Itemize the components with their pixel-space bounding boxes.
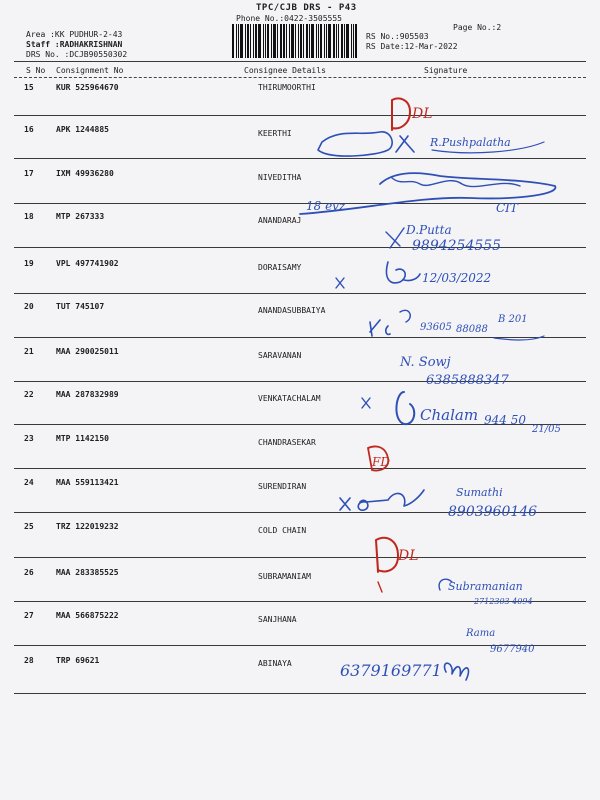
red-dl-mark xyxy=(392,99,433,131)
handwriting-r21a: N. Sowj xyxy=(400,355,451,370)
area-label: Area :KK PUDHUR-2-43 xyxy=(26,30,123,39)
signature-row-22 xyxy=(362,392,561,435)
column-header-sno: S No xyxy=(26,66,46,75)
handwriting-r26b: 2712303 4094 xyxy=(474,597,533,606)
handwriting-r20c: B 201 xyxy=(498,314,528,325)
red-dl-text-2: DL xyxy=(398,548,419,564)
row-consignee: COLD CHAIN xyxy=(258,526,307,535)
signature-row-16 xyxy=(318,132,544,156)
handwriting-r24a: Sumathi xyxy=(456,486,503,499)
handwriting-r22c: 21/05 xyxy=(532,424,561,435)
row-sno: 17 xyxy=(24,169,34,178)
handwriting-r26a: Subramanian xyxy=(448,580,523,593)
row-sno: 22 xyxy=(24,390,34,399)
handwriting-r21b: 6385888347 xyxy=(426,373,509,388)
red-dl-text: DL xyxy=(412,106,433,122)
handwriting-r18a: 18 evz xyxy=(306,199,346,213)
row-sno: 27 xyxy=(24,611,34,620)
handwriting-r22a: Chalam xyxy=(420,406,479,424)
row-consignment: MTP 1142150 xyxy=(56,434,109,443)
handwriting-r19: 12/03/2022 xyxy=(422,271,492,285)
red-dl-mark-2 xyxy=(376,538,419,592)
row-consignee: CHANDRASEKAR xyxy=(258,438,316,447)
row-consignee: SARAVANAN xyxy=(258,351,302,360)
row-sno: 16 xyxy=(24,125,34,134)
row-consignment: VPL 497741902 xyxy=(56,259,119,268)
row-consignment: MAA 290025011 xyxy=(56,347,119,356)
row-sno: 19 xyxy=(24,259,34,268)
row-sno: 21 xyxy=(24,347,34,356)
row-sno: 15 xyxy=(24,83,34,92)
row-consignee: THIRUMOORTHI xyxy=(258,83,316,92)
row-consignment: MTP 267333 xyxy=(56,212,105,221)
row-consignment: TRP 69621 xyxy=(56,656,100,665)
row-consignment: MAA 566875222 xyxy=(56,611,119,620)
row-consignee: VENKATACHALAM xyxy=(258,394,321,403)
column-header-consignee: Consignee Details xyxy=(244,66,326,75)
row-consignee: NIVEDITHA xyxy=(258,173,302,182)
row-consignment: MAA 559113421 xyxy=(56,478,119,487)
handwriting-r20a: 93605 xyxy=(420,322,452,333)
handwriting-r27a: Rama xyxy=(466,628,496,639)
row-consignment: MAA 287832989 xyxy=(56,390,119,399)
row-consignee: KEERTHI xyxy=(258,129,292,138)
row-consignment: APK 1244885 xyxy=(56,125,109,134)
drs-number: DRS No. :DCJB90550302 xyxy=(26,50,128,59)
phone-number: Phone No.:0422-3505555 xyxy=(236,14,342,23)
row-sno: 23 xyxy=(24,434,34,443)
column-header-signature: Signature xyxy=(424,66,468,75)
red-fd-text: FD xyxy=(372,455,390,469)
row-consignee: ABINAYA xyxy=(258,659,292,668)
document-title: TPC/CJB DRS - P43 xyxy=(256,3,357,13)
handwriting-r20b: 88088 xyxy=(456,324,488,335)
handwriting-r18c: D.Putta xyxy=(406,223,452,237)
row-consignment: KUR 525964670 xyxy=(56,83,119,92)
column-header-consignment: Consignment No xyxy=(56,66,124,75)
staff-label: Staff :RADHAKRISHNAN xyxy=(26,40,123,49)
handwriting-r16: R.Pushpalatha xyxy=(430,136,511,149)
signature-row-21 xyxy=(399,355,509,388)
row-sno: 20 xyxy=(24,302,34,311)
row-consignment: MAA 283385525 xyxy=(56,568,119,577)
row-consignee: ANANDASUBBAIYA xyxy=(258,306,326,315)
page-number: Page No.:2 xyxy=(453,23,502,32)
row-consignee: SANJHANA xyxy=(258,615,297,624)
rs-number: RS No.:905503 xyxy=(366,32,429,41)
signature-row-20 xyxy=(370,310,544,340)
handwriting-r24b: 8903960146 xyxy=(448,504,538,520)
row-consignee: SURENDIRAN xyxy=(258,482,307,491)
handwriting-r27b: 9677940 xyxy=(490,644,535,655)
signature-row-26 xyxy=(439,579,532,606)
signature-row-19 xyxy=(336,262,491,288)
row-sno: 28 xyxy=(24,656,34,665)
handwriting-r18d: 9894254555 xyxy=(412,238,502,254)
row-sno: 18 xyxy=(24,212,34,221)
row-consignment: TRZ 122019232 xyxy=(56,522,119,531)
row-consignee: SUBRAMANIAM xyxy=(258,572,311,581)
row-sno: 24 xyxy=(24,478,34,487)
row-consignee: ANANDARAJ xyxy=(258,216,302,225)
row-consignment: IXM 49936280 xyxy=(56,169,114,178)
signature-row-18 xyxy=(306,199,519,254)
red-fd-mark xyxy=(368,446,390,470)
row-sno: 26 xyxy=(24,568,34,577)
signature-row-24 xyxy=(340,486,537,520)
rs-date: RS Date:12-Mar-2022 xyxy=(366,42,458,51)
row-sno: 25 xyxy=(24,522,34,531)
handwriting-r22b: 944 50 xyxy=(484,413,526,427)
signature-row-28 xyxy=(340,661,468,680)
handwriting-r18b: CIT xyxy=(496,201,518,215)
signature-row-27 xyxy=(465,628,535,655)
handwriting-r28: 6379169771 xyxy=(340,661,442,680)
row-consignee: DORAISAMY xyxy=(258,263,302,272)
row-consignment: TUT 745107 xyxy=(56,302,105,311)
